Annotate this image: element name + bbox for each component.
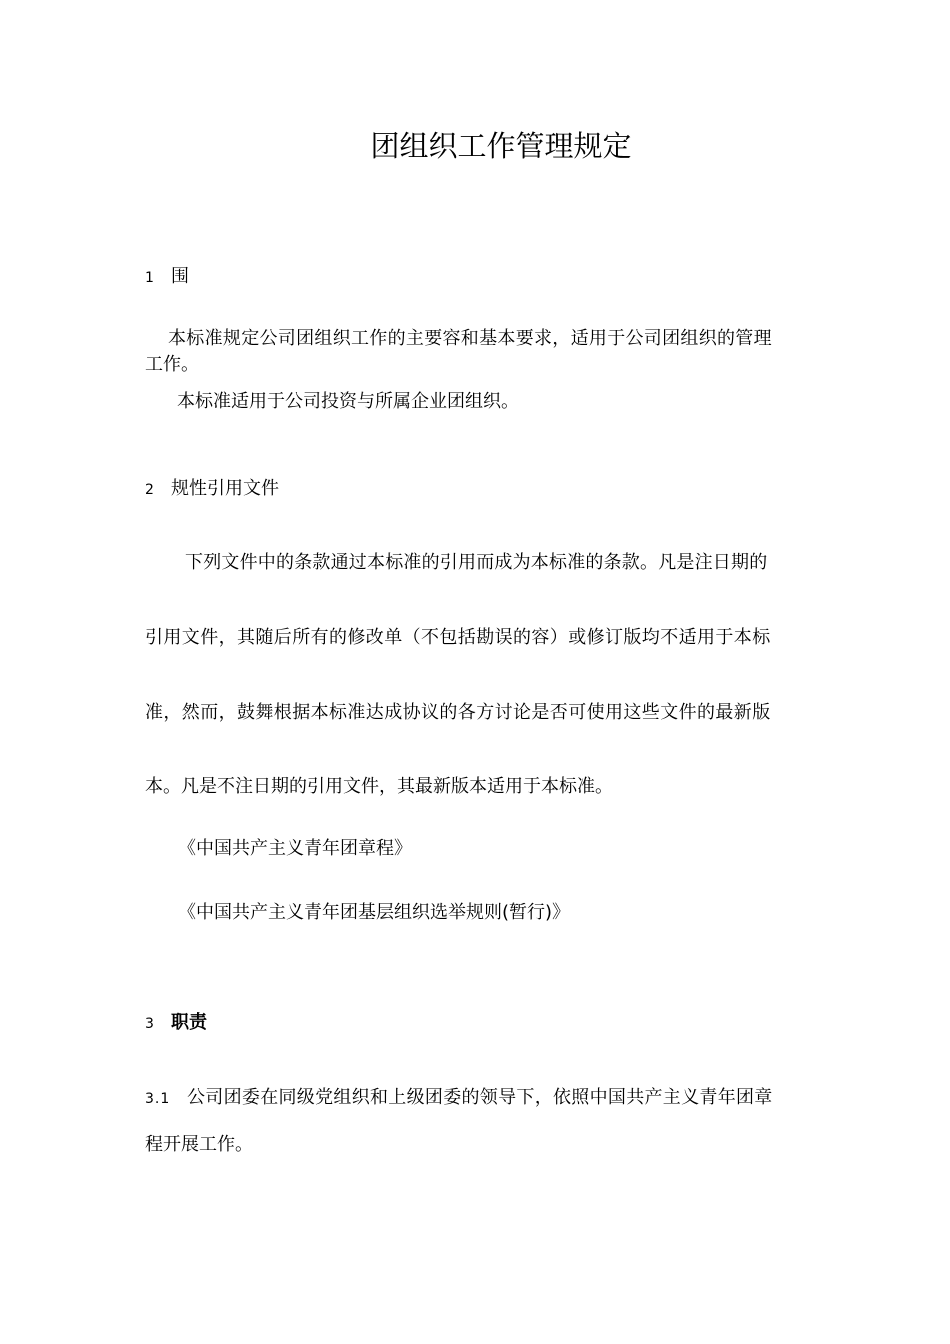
section-2-paragraph-line-2: 引用文件，其随后所有的修改单（不包括勘误的容）或修订版均不适用于本标 <box>145 627 771 648</box>
subsection-3-1-line-2: 程开展工作。 <box>145 1134 253 1155</box>
reference-document-2: 《中国共产主义青年团基层组织选举规则(暂行)》 <box>178 902 571 923</box>
section-3-number: 3 <box>145 1016 154 1032</box>
section-1-paragraph-2: 本标准适用于公司投资与所属企业团组织。 <box>177 391 519 412</box>
section-1-paragraph-1-line-1: 本标准规定公司团组织工作的主要容和基本要求，适用于公司团组织的管理 <box>168 328 772 349</box>
section-2-heading <box>145 474 279 500</box>
section-3-title: 职责 <box>171 1012 207 1033</box>
section-1-paragraph-1-line-2: 工作。 <box>145 354 199 375</box>
subsection-3-1-text: 公司团委在同级党组织和上级团委的领导下，依照中国共产主义青年团章 <box>187 1087 773 1108</box>
section-1-heading <box>145 262 189 288</box>
section-3-heading <box>145 1008 207 1034</box>
section-2-paragraph-line-1: 下列文件中的条款通过本标准的引用而成为本标准的条款。凡是注日期的 <box>185 552 768 573</box>
section-1-number: 1 <box>145 270 154 286</box>
reference-document-1: 《中国共产主义青年团章程》 <box>178 838 412 859</box>
section-2-paragraph-line-3: 准，然而，鼓舞根据本标准达成协议的各方讨论是否可使用这些文件的最新版 <box>145 702 771 723</box>
subsection-3-1-number: 3.1 <box>145 1091 171 1107</box>
subsection-3-1-line-1 <box>145 1083 773 1109</box>
document-title: 团组织工作管理规定 <box>370 129 632 163</box>
section-2-title: 规性引用文件 <box>171 478 279 499</box>
section-2-number: 2 <box>145 482 154 498</box>
section-2-paragraph-line-4: 本。凡是不注日期的引用文件，其最新版本适用于本标准。 <box>145 776 613 797</box>
section-1-title: 围 <box>171 266 189 287</box>
